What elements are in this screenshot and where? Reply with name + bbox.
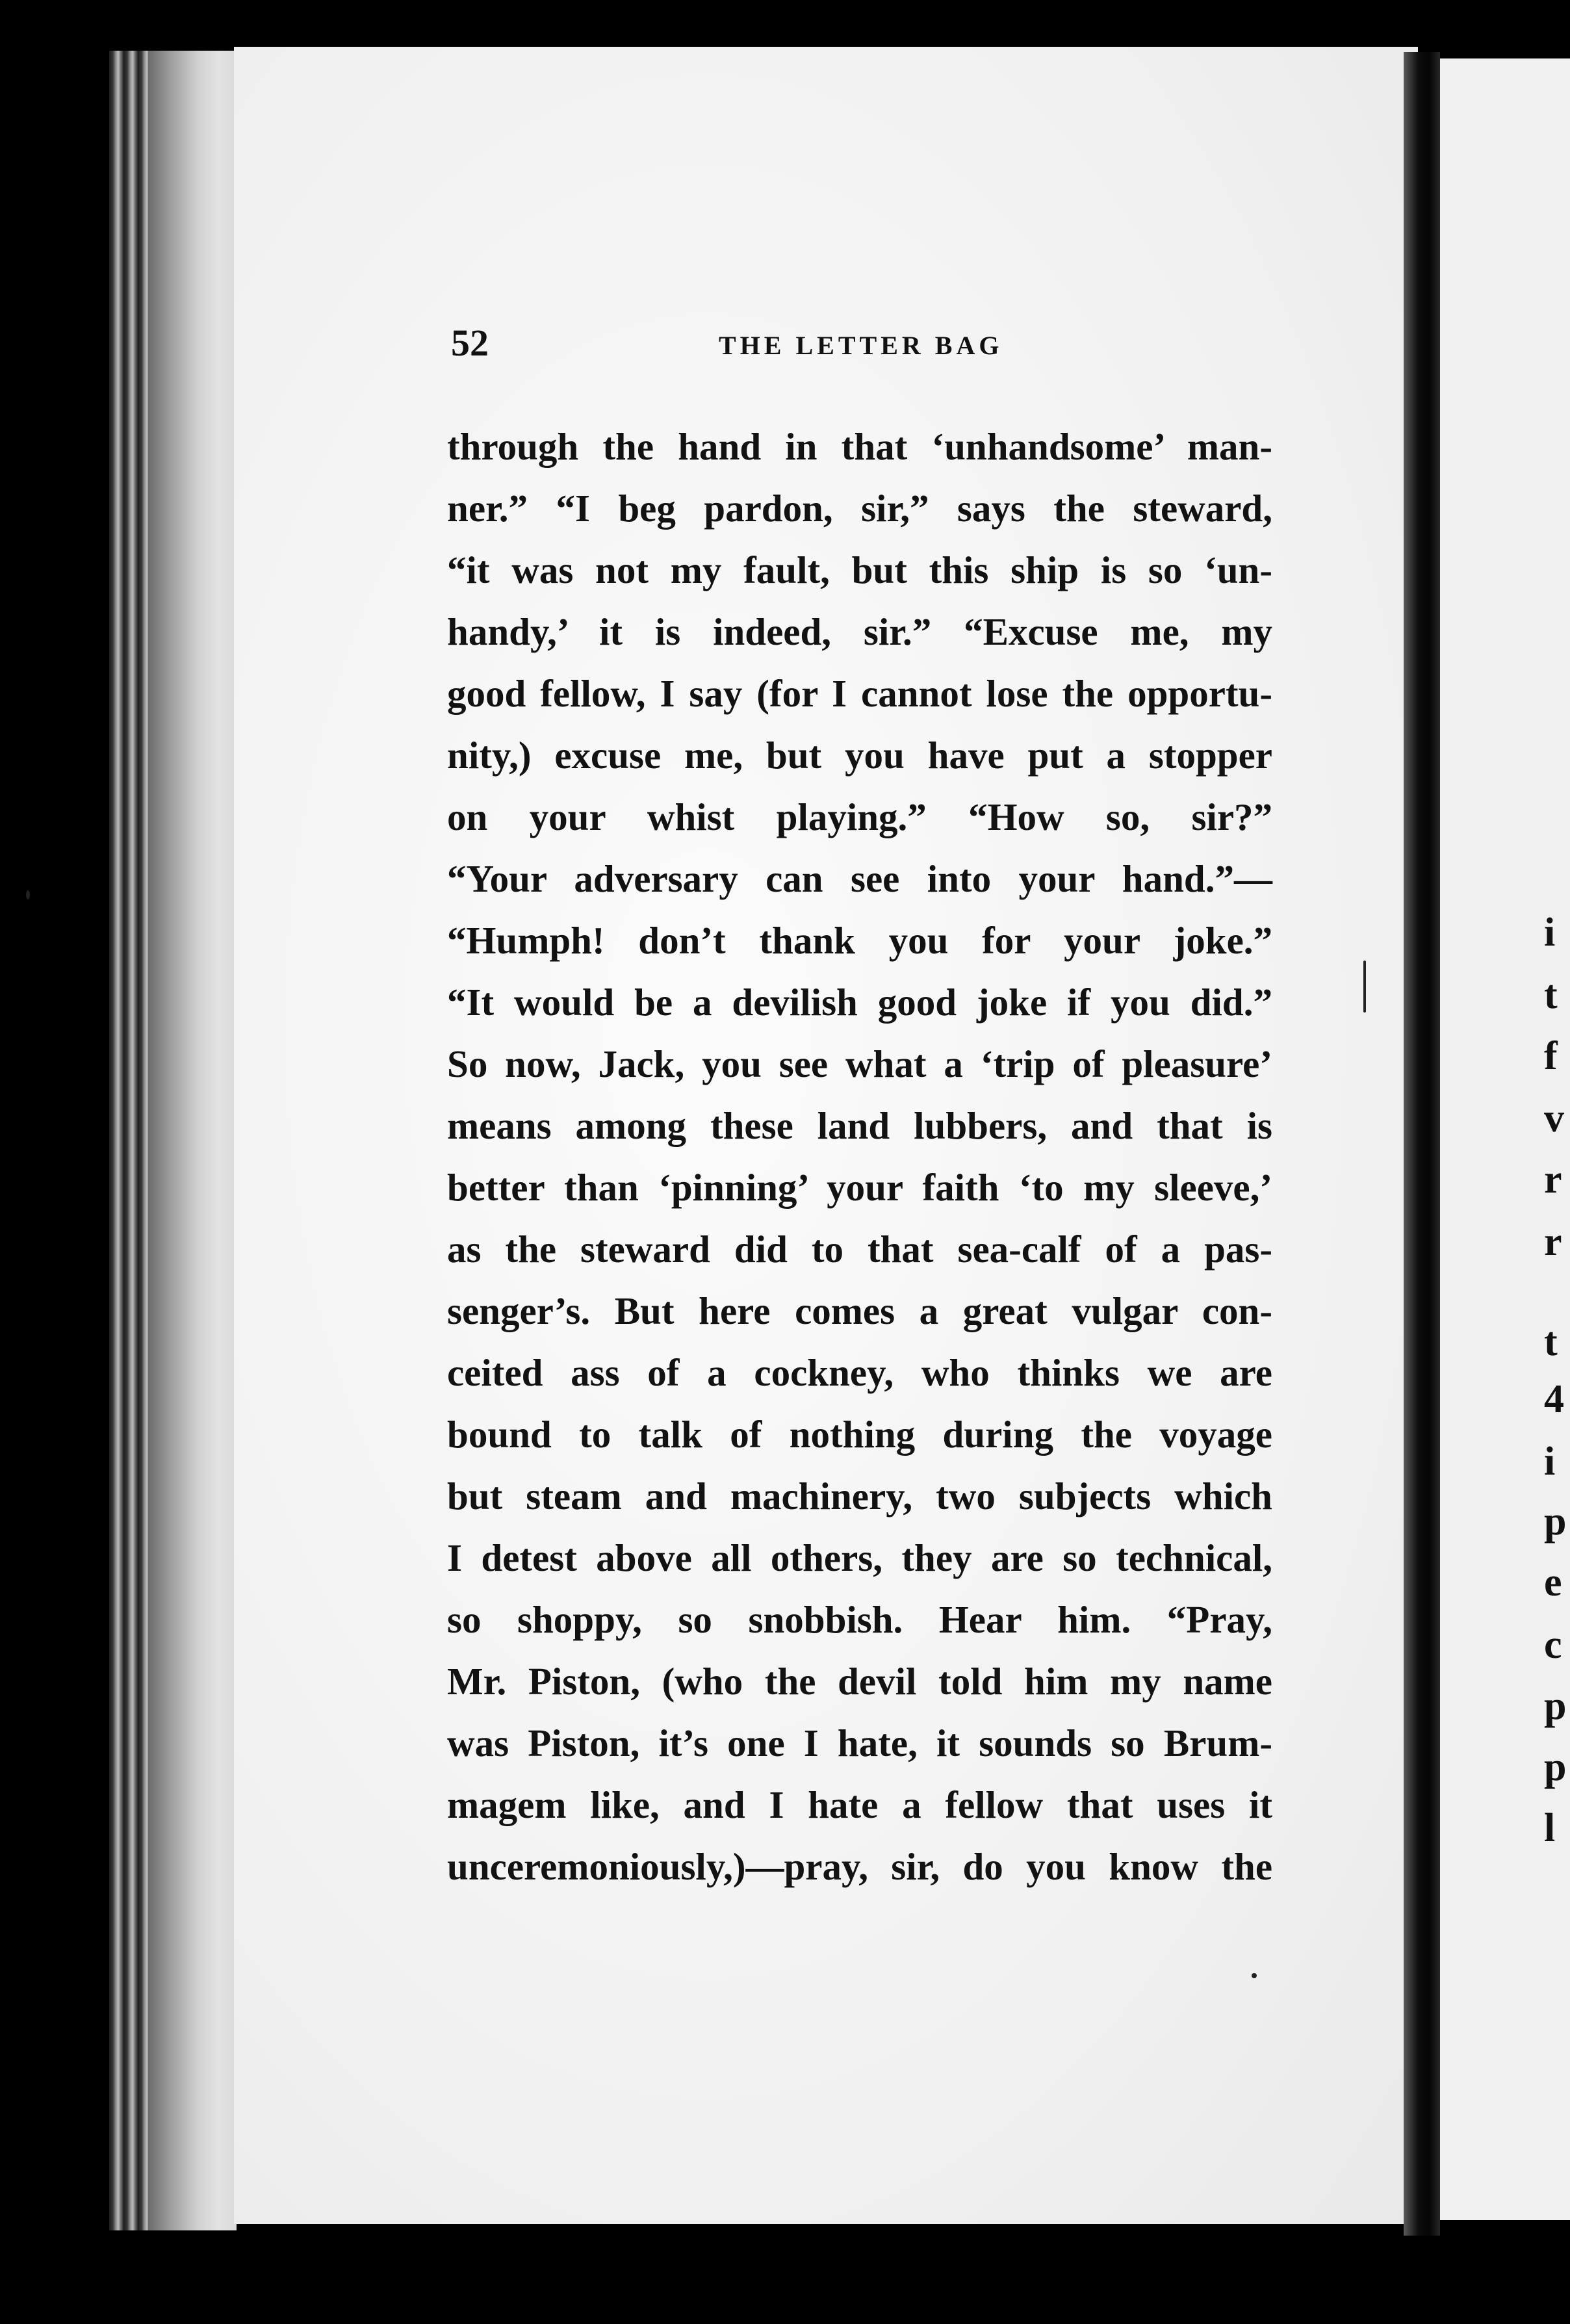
facing-page-fragment: p <box>1544 1499 1567 1543</box>
text-line: good fellow, I say (for I cannot lose the opportu- <box>447 672 1272 715</box>
text-line: “it was not my fault, but this ship is so ‘un- <box>447 549 1272 591</box>
text-line: bound to talk of nothing during the voyage <box>447 1413 1272 1456</box>
facing-page-fragment: p <box>1544 1684 1567 1728</box>
text-line: but steam and machinery, two subjects which <box>447 1475 1272 1517</box>
body-text <box>447 416 1272 1898</box>
facing-page-fragment: f <box>1544 1034 1558 1078</box>
facing-page-fragment: r <box>1544 1220 1562 1264</box>
page-edges-highlight <box>148 51 237 2230</box>
facing-page-fragment: i <box>1544 1440 1556 1484</box>
text-line: “It would be a devilish good joke if you did.” <box>447 981 1272 1024</box>
scan-speck <box>1252 1973 1257 1978</box>
page-number: 52 <box>451 322 489 364</box>
facing-page-fragment: v <box>1544 1096 1564 1141</box>
text-line: “Humph! don’t thank you for your joke.” <box>447 919 1272 962</box>
text-line: handy,’ it is indeed, sir.” “Excuse me, my <box>447 610 1272 653</box>
facing-page-fragment: l <box>1544 1806 1556 1850</box>
text-line: magem like, and I hate a fellow that uses it <box>447 1783 1272 1826</box>
facing-page-fragment: e <box>1544 1560 1562 1605</box>
text-line: ceited ass of a cockney, who thinks we are <box>447 1351 1272 1394</box>
text-line: better than ‘pinning’ your faith ‘to my sleeve,’ <box>447 1166 1272 1209</box>
page-header <box>451 321 1270 373</box>
text-line: Mr. Piston, (who the devil told him my name <box>447 1660 1272 1703</box>
text-line: So now, Jack, you see what a ‘trip of pleasure’ <box>447 1042 1272 1085</box>
facing-page <box>1440 58 1570 2220</box>
text-line: unceremoniously,)—pray, sir, do you know the <box>447 1845 1272 1888</box>
running-head: THE LETTER BAG <box>719 331 1003 360</box>
scan-speck <box>1363 961 1366 1013</box>
text-line: ner.” “I beg pardon, sir,” says the steward, <box>447 487 1272 530</box>
facing-page-fragment: c <box>1544 1623 1562 1667</box>
text-line: means among these land lubbers, and that is <box>447 1104 1272 1147</box>
facing-page-fragment: 4 <box>1544 1377 1564 1421</box>
text-line: through the hand in that ‘unhandsome’ man- <box>447 425 1272 468</box>
text-line: was Piston, it’s one I hate, it sounds so Brum- <box>447 1722 1272 1764</box>
facing-page-fragment: r <box>1544 1157 1562 1202</box>
text-line: so shoppy, so snobbish. Hear him. “Pray, <box>447 1598 1272 1641</box>
text-line: “Your adversary can see into your hand.”— <box>447 857 1272 900</box>
facing-page-fragments <box>1440 58 1570 2220</box>
text-line: nity,) excuse me, but you have put a stopper <box>447 734 1272 777</box>
book-gutter <box>1404 52 1440 2236</box>
scan-speck <box>26 890 30 899</box>
text-line: senger’s. But here comes a great vulgar con- <box>447 1289 1272 1332</box>
facing-page-fragment: i <box>1544 910 1556 955</box>
page-edges <box>109 51 237 2230</box>
text-line: on your whist playing.” “How so, sir?” <box>447 795 1272 838</box>
facing-page-fragment: t <box>1544 1320 1558 1364</box>
text-line: as the steward did to that sea-calf of a pas- <box>447 1228 1272 1271</box>
facing-page-fragment: t <box>1544 973 1558 1017</box>
text-line: I detest above all others, they are so technical, <box>447 1536 1272 1579</box>
facing-page-fragment: p <box>1544 1745 1567 1789</box>
